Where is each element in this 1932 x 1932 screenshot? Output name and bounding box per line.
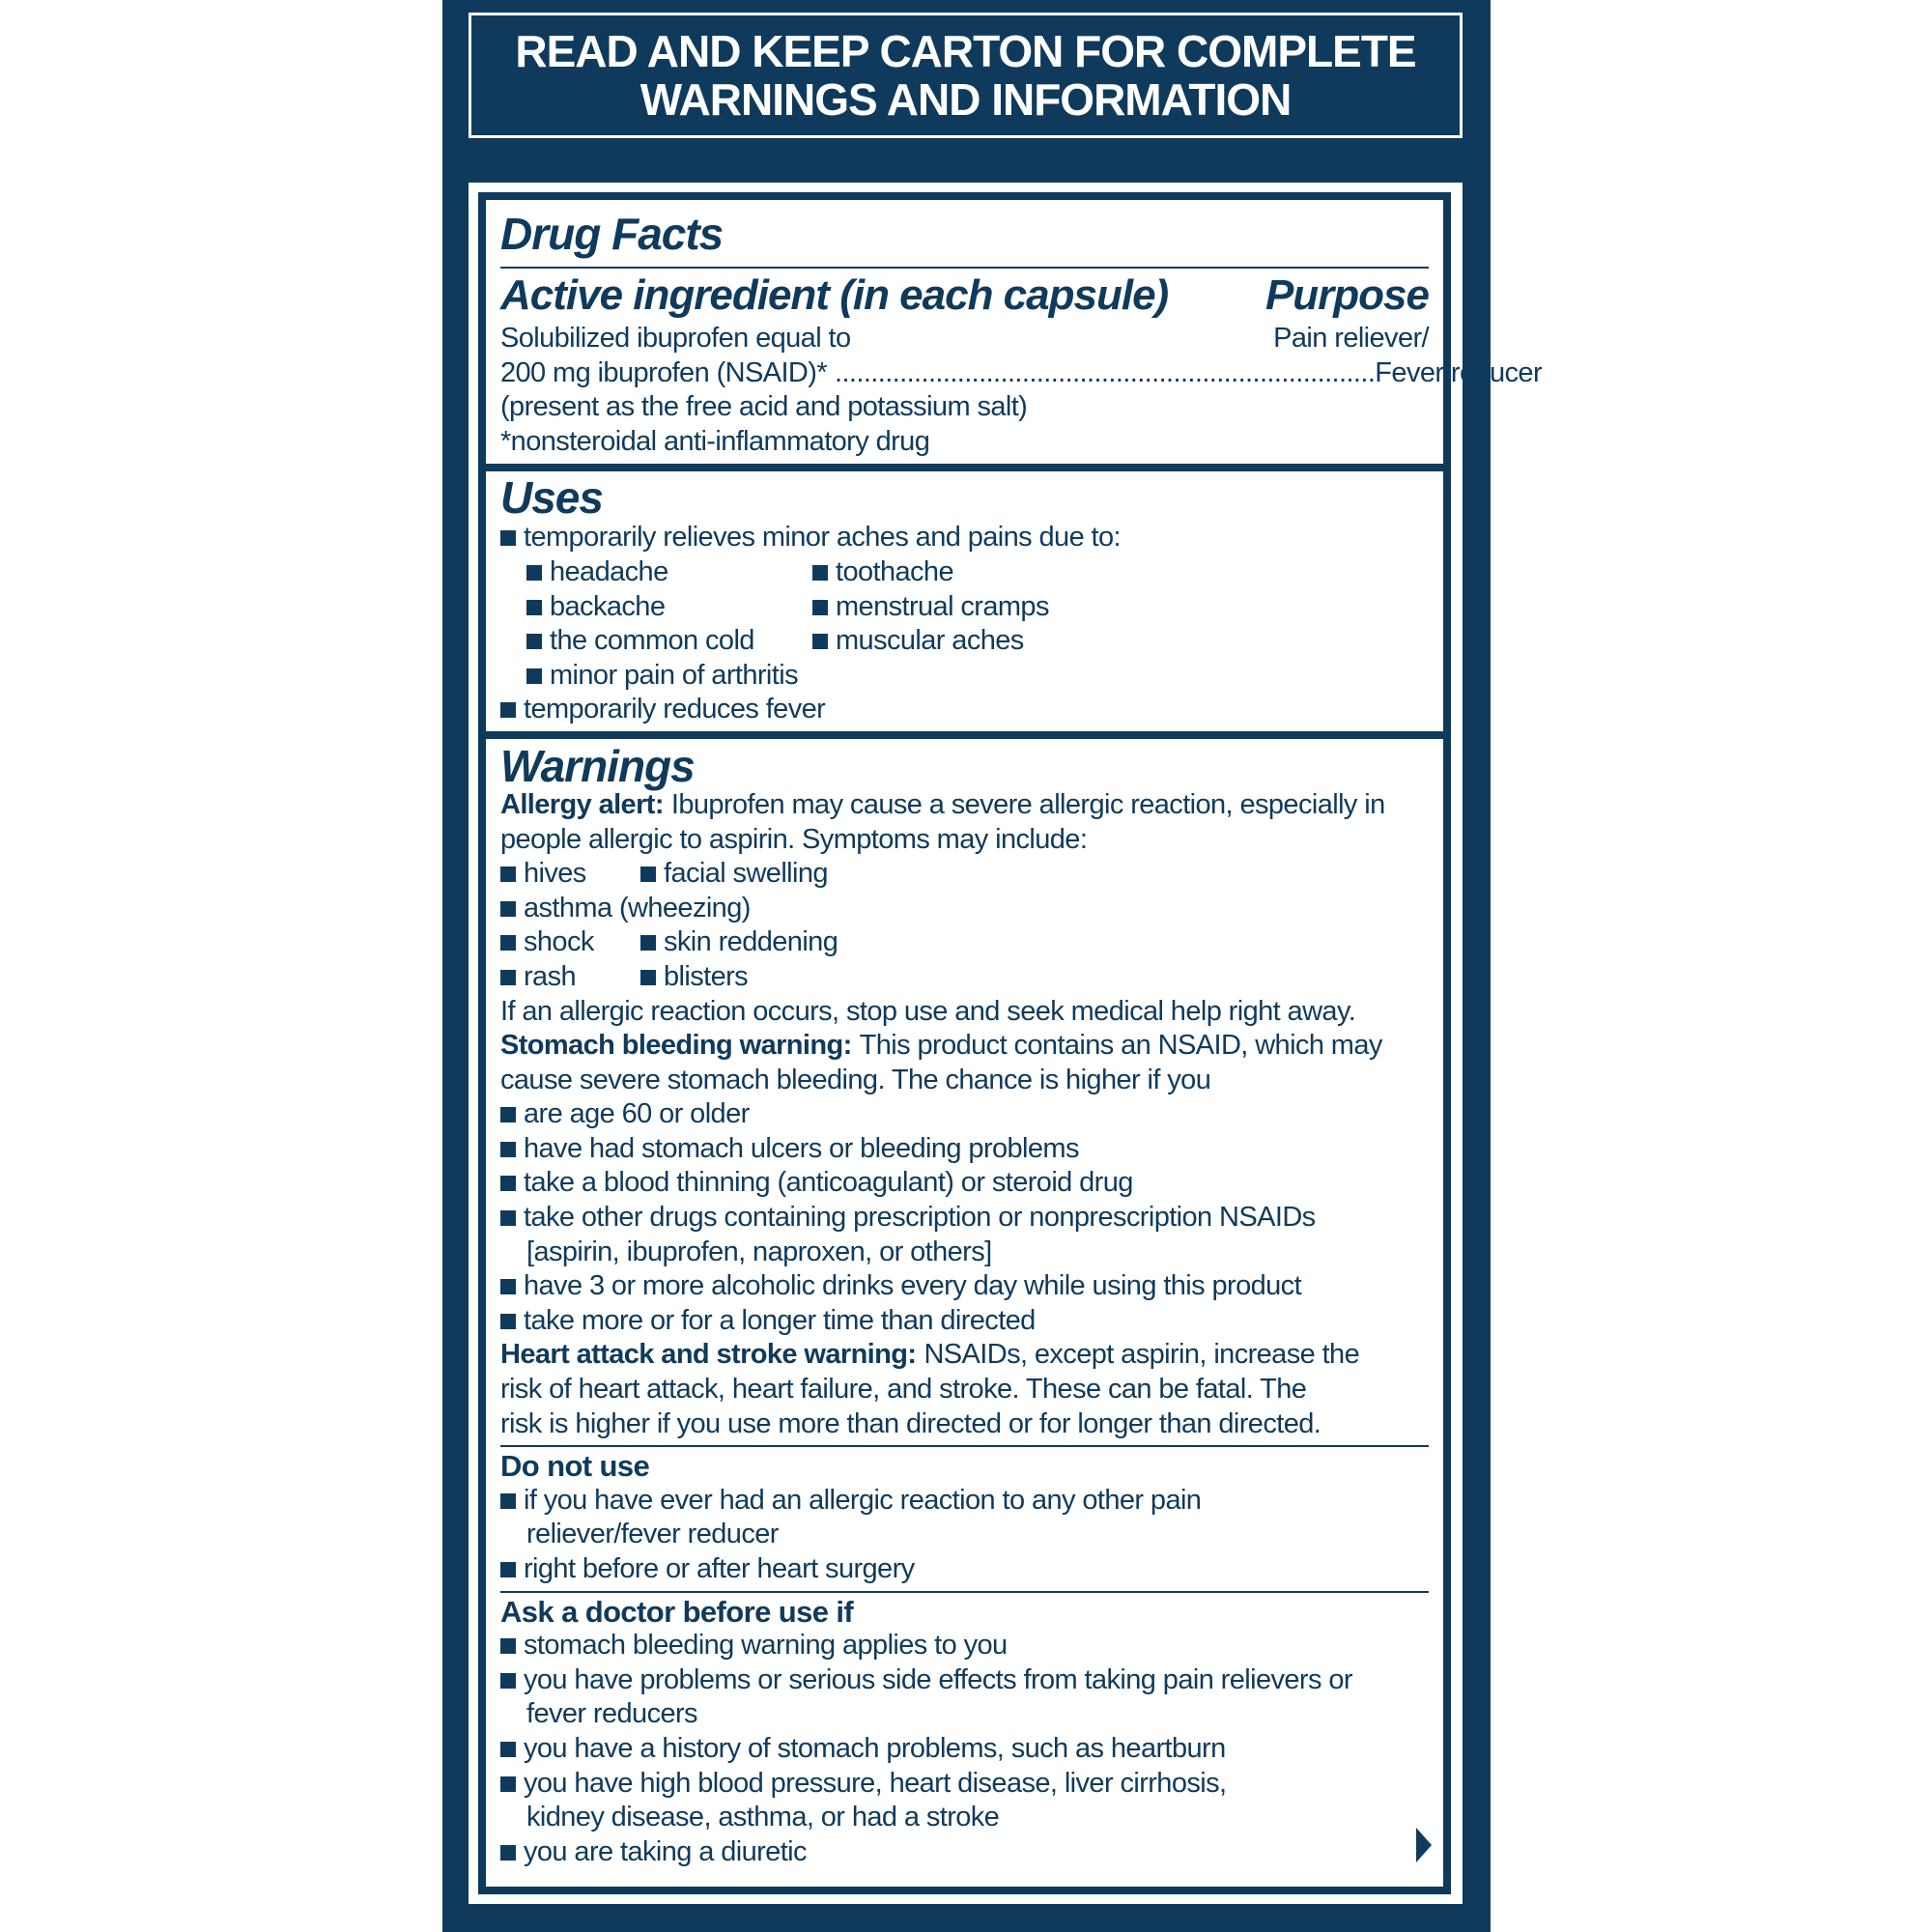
list-row [500, 857, 1429, 892]
bullet-icon [500, 1742, 516, 1757]
active-heading-row [500, 270, 1429, 319]
purpose-line: Pain reliever/ [1273, 323, 1429, 354]
list-row [500, 590, 1429, 625]
uses-heading: Uses [500, 472, 603, 524]
banner-line-1: READ AND KEEP CARTON FOR COMPLETE [515, 26, 1416, 76]
text-line [500, 322, 1429, 356]
bullet-icon [500, 935, 516, 951]
item-text: you have a history of stomach problems, such as heartburn [524, 1732, 1226, 1764]
list-item [500, 1269, 1429, 1304]
list-item [500, 1552, 1429, 1587]
bullet-icon [500, 1107, 516, 1122]
text-line [500, 1338, 1429, 1373]
item-text: if you have ever had an allergic reaction to any other pain [524, 1484, 1202, 1516]
bullet-icon [640, 867, 656, 882]
item-text: This product contains an NSAID, which may [859, 1030, 1382, 1062]
item-text: facial swelling [664, 858, 828, 890]
list-item [500, 1201, 1429, 1236]
bullet-icon [526, 600, 542, 615]
list-row [500, 624, 1429, 659]
warnings-heading: Warnings [500, 740, 695, 791]
text-line: risk is higher if you use more than directed or for longer than directed. [500, 1407, 1321, 1439]
active-ingredient-section [486, 200, 1543, 459]
divider [500, 1591, 1429, 1593]
bullet-icon [500, 530, 516, 546]
bullet-icon [812, 600, 828, 615]
item-text: muscular aches [836, 625, 1024, 657]
item-text: right before or after heart surgery [524, 1553, 915, 1584]
list-item [500, 521, 1429, 555]
item-text: temporarily relieves minor aches and pains due to: [524, 522, 1121, 554]
section-divider [486, 464, 1443, 471]
item-text: take more or for a longer time than directed [524, 1304, 1036, 1336]
do-not-use-heading: Do not use [500, 1449, 650, 1484]
item-text: take other drugs containing prescription or nonprescription NSAIDs [524, 1202, 1316, 1234]
drug-facts-frame [478, 192, 1543, 1894]
list-item-continued: [aspirin, ibuprofen, naproxen, or others] [526, 1236, 992, 1267]
item-text: minor pain of arthritis [550, 659, 798, 691]
item-text: backache [550, 590, 666, 622]
bullet-icon [500, 1279, 516, 1294]
item-text: skin reddening [664, 926, 838, 958]
item-text: you have problems or serious side effects from taking pain relievers or [524, 1663, 1352, 1695]
text-line: people allergic to aspirin. Symptoms may include: [500, 823, 1088, 855]
bullet-icon [526, 668, 542, 684]
list-item-continued: kidney disease, asthma, or had a stroke [526, 1802, 1000, 1833]
active-ingredient-heading: Active ingredient (in each capsule) [500, 271, 1169, 319]
bullet-icon [500, 901, 516, 917]
heart-label: Heart attack and stroke warning: [500, 1339, 917, 1371]
bullet-icon [500, 1562, 516, 1577]
bullet-icon [500, 867, 516, 882]
bullet-icon [812, 634, 828, 649]
text-line: risk of heart attack, heart failure, and stroke. These can be fatal. The [500, 1374, 1307, 1406]
ingredient-line: 200 mg ibuprofen (NSAID)* [500, 356, 827, 388]
warnings-section [486, 739, 1443, 1869]
bullet-icon [500, 1314, 516, 1329]
item-text: are age 60 or older [524, 1098, 750, 1130]
stomach-label: Stomach bleeding warning: [500, 1030, 852, 1062]
item-text: headache [550, 555, 668, 587]
divider [500, 267, 1429, 269]
bullet-icon [500, 1142, 516, 1157]
drug-facts-title: Drug Facts [500, 209, 724, 259]
item-text: asthma (wheezing) [524, 892, 751, 923]
item-text: NSAIDs, except aspirin, increase the [923, 1339, 1360, 1371]
list-row [500, 925, 1429, 960]
list-item [500, 1132, 1429, 1167]
text-line: *nonsteroidal anti-inflammatory drug [500, 425, 930, 457]
item-text: hives [524, 858, 586, 890]
bullet-icon [500, 1493, 516, 1509]
continue-arrow-icon [1416, 1828, 1432, 1862]
text-line [500, 356, 1543, 391]
text-line: If an allergic reaction occurs, stop use and seek medical help right away. [500, 995, 1356, 1027]
uses-section [486, 471, 1443, 727]
item-text: have 3 or more alcoholic drinks every day while using this product [524, 1270, 1302, 1302]
bullet-icon [640, 970, 656, 985]
list-row [500, 960, 1429, 995]
list-item [500, 1835, 1429, 1870]
purpose-heading: Purpose [1264, 271, 1429, 319]
list-row [500, 892, 1429, 926]
item-text: you have high blood pressure, heart disease, liver cirrhosis, [524, 1767, 1227, 1799]
item-text: Ibuprofen may cause a severe allergic reaction, especially in [670, 788, 1385, 820]
allergy-label: Allergy alert: [500, 788, 664, 820]
item-text: temporarily reduces fever [524, 694, 826, 725]
bullet-icon [500, 1210, 516, 1226]
item-text: rash [524, 960, 577, 992]
list-item [500, 1166, 1429, 1201]
carton-notice-banner [469, 13, 1463, 138]
item-text: the common cold [550, 625, 754, 657]
item-text: toothache [836, 555, 953, 587]
list-item [500, 1732, 1429, 1767]
bullet-icon [500, 1673, 516, 1689]
bullet-icon [500, 1638, 516, 1654]
text-line: (present as the free acid and potassium salt) [500, 391, 1028, 423]
text-line [500, 788, 1429, 823]
list-item-continued: reliever/fever reducer [526, 1519, 779, 1550]
bullet-icon [526, 565, 542, 581]
list-item [500, 1767, 1429, 1802]
item-text: shock [524, 926, 594, 958]
list-item [500, 1097, 1429, 1132]
bullet-icon [500, 970, 516, 985]
list-item [500, 1484, 1429, 1519]
text-line [500, 1029, 1429, 1064]
item-text: blisters [664, 960, 749, 992]
list-item [500, 1304, 1429, 1339]
list-row [500, 659, 1429, 694]
item-text: stomach bleeding warning applies to you [524, 1630, 1008, 1662]
section-divider [486, 731, 1443, 739]
list-item [500, 693, 1429, 727]
item-text: have had stomach ulcers or bleeding problems [524, 1132, 1079, 1164]
bullet-icon [500, 702, 516, 718]
ingredient-line: Solubilized ibuprofen equal to [500, 323, 851, 354]
purpose-line: Fever reducer [1375, 356, 1543, 388]
bullet-icon [526, 634, 542, 649]
text-line: cause severe stomach bleeding. The chance is higher if you [500, 1064, 1211, 1095]
list-item [500, 1629, 1429, 1663]
leader-dots: ........................................................................... [835, 356, 1376, 388]
item-text: you are taking a diuretic [524, 1835, 807, 1867]
bullet-icon [500, 1776, 516, 1792]
bullet-icon [640, 935, 656, 951]
ask-doctor-heading: Ask a doctor before use if [500, 1594, 854, 1629]
bullet-icon [812, 565, 828, 581]
item-text: menstrual cramps [836, 590, 1049, 622]
list-row [500, 555, 1429, 590]
list-item [500, 1663, 1429, 1698]
bullet-icon [500, 1176, 516, 1191]
banner-line-2: WARNINGS AND INFORMATION [639, 74, 1292, 125]
divider [500, 1445, 1429, 1447]
list-item-continued: fever reducers [526, 1698, 697, 1730]
item-text: take a blood thinning (anticoagulant) or steroid drug [524, 1167, 1133, 1199]
bullet-icon [500, 1845, 516, 1861]
